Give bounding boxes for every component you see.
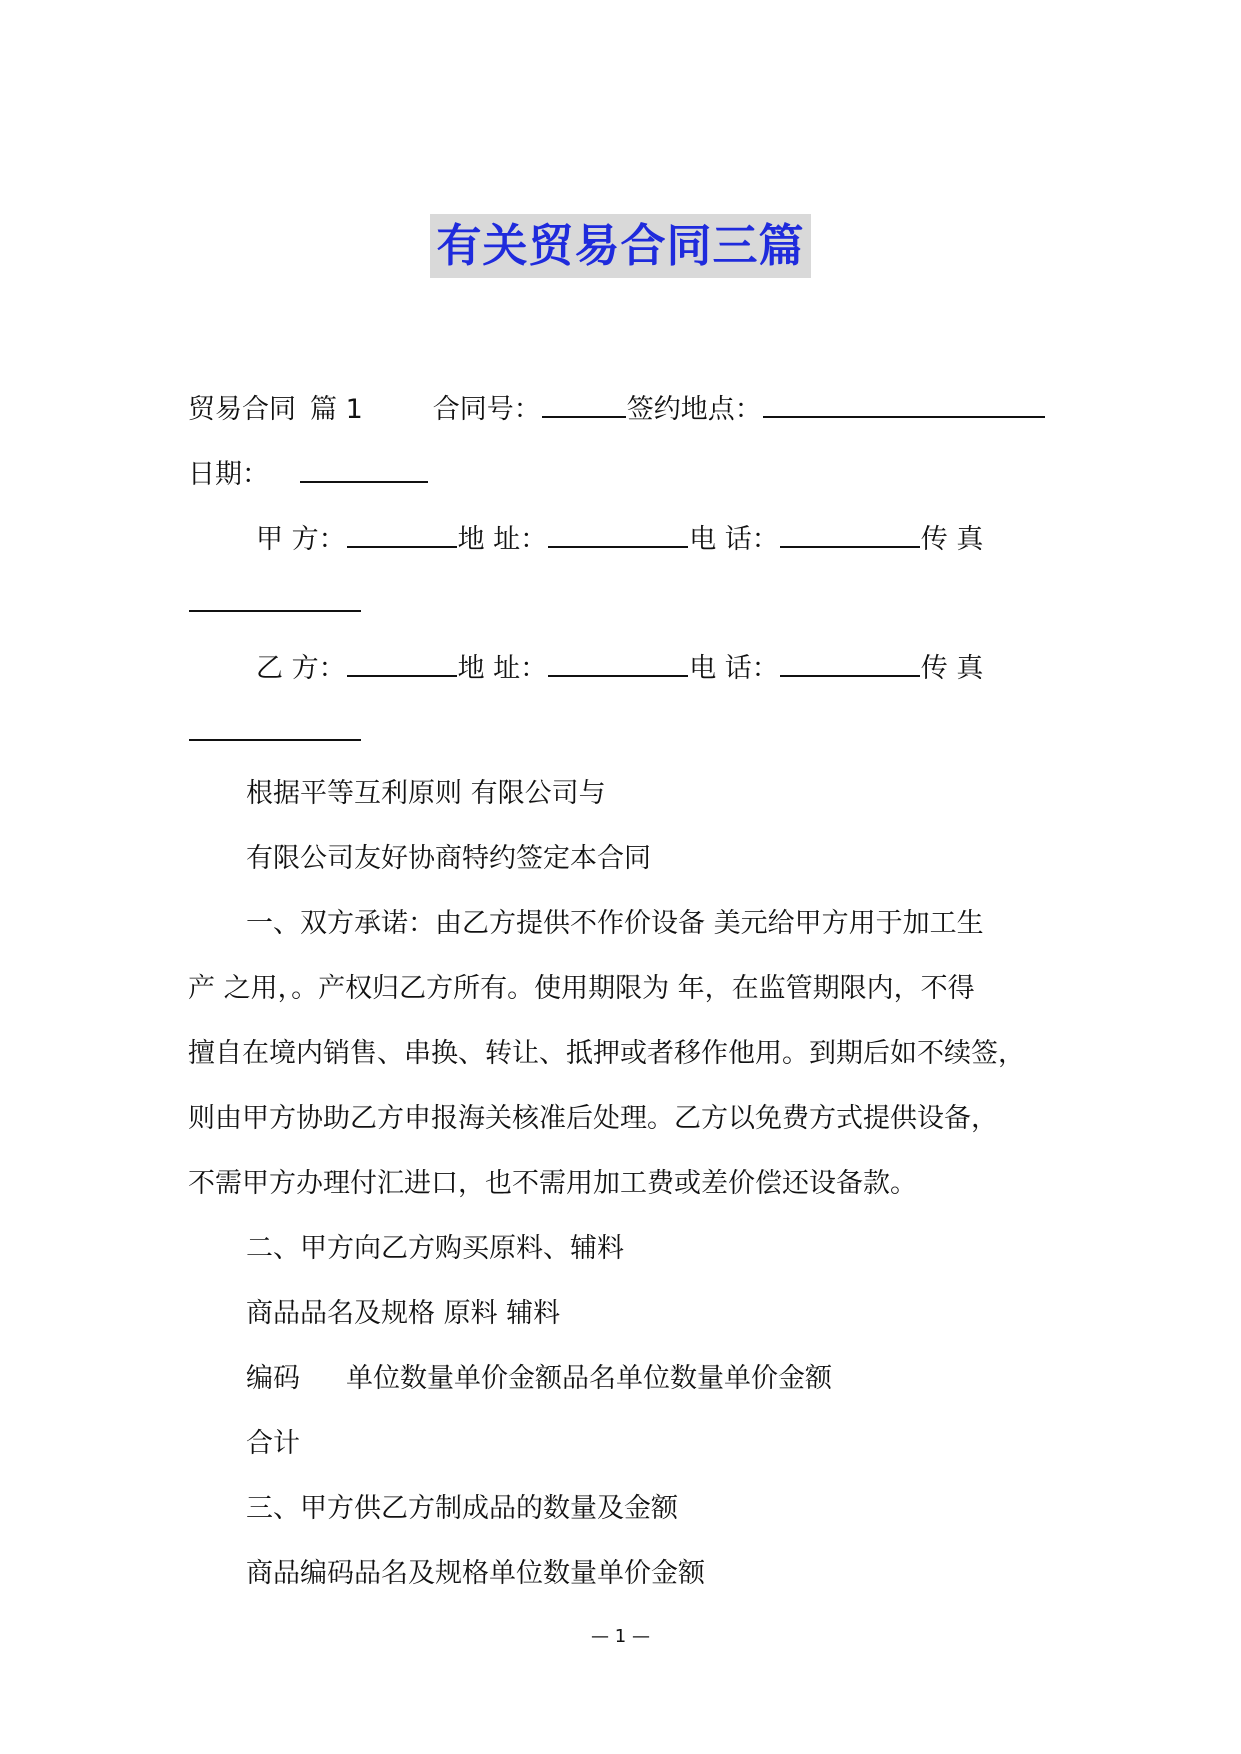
contract-no-label: 合同号： (432, 394, 541, 425)
party-a-fax-label: 传 真 (920, 524, 984, 555)
header-line (188, 386, 1046, 430)
party-a-phone-label: 电 话： (689, 524, 779, 555)
party-b-fax-label: 传 真 (920, 653, 984, 684)
party-b-fax-line (188, 709, 362, 753)
clause-3-heading: 三、甲方供乙方制成品的数量及金额 (246, 1493, 678, 1524)
body-line-1: 根据平等互利原则 有限公司与 (246, 778, 606, 809)
party-a-name-label: 甲 方： (256, 524, 346, 555)
party-b-fax-blank (189, 709, 361, 741)
party-b-line (256, 645, 983, 689)
party-a-fax-blank (189, 580, 361, 612)
party-a-name-blank (347, 516, 457, 548)
document-title: 有关贸易合同三篇 (430, 214, 810, 278)
party-b-name-blank (347, 645, 457, 677)
clause-2-total: 合计 (246, 1428, 300, 1459)
clause-1-line-1: 一、双方承诺：由乙方提供不作价设备 美元给甲方用于加工生 (246, 908, 984, 939)
clause-2-heading: 二、甲方向乙方购买原料、辅料 (246, 1233, 624, 1264)
clause-1-line-3: 擅自在境内销售、串换、转让、抵押或者移作他用。到期后如不续签， (188, 1038, 1025, 1069)
clause-2-table-header-2 (246, 1359, 832, 1399)
party-b-address-blank (548, 645, 688, 677)
clause-1-line-2: 产 之用，。产权归乙方所有。使用期限为 年，在监管期限内，不得 (188, 973, 975, 1004)
section-label: 贸易合同 (188, 394, 296, 425)
columns-label: 单位数量单价金额品名单位数量单价金额 (346, 1363, 832, 1394)
party-a-address-blank (548, 516, 688, 548)
sign-place-blank (763, 386, 1045, 418)
date-line (188, 451, 429, 495)
party-b-name-label: 乙 方： (256, 653, 346, 684)
party-b-address-label: 地 址： (457, 653, 548, 684)
code-label: 编码 (246, 1363, 300, 1394)
party-b-phone-label: 电 话： (689, 653, 779, 684)
party-b-phone-blank (780, 645, 920, 677)
clause-3-table-header: 商品编码品名及规格单位数量单价金额 (246, 1558, 705, 1589)
party-a-line (256, 516, 983, 560)
date-label: 日期： (188, 459, 269, 490)
clause-2-table-header-1: 商品品名及规格 原料 辅料 (246, 1298, 561, 1329)
party-a-address-label: 地 址： (457, 524, 548, 555)
clause-1-line-5: 不需甲方办理付汇进口，也不需用加工费或差价偿还设备款。 (188, 1168, 917, 1199)
page-number: — 1 — (591, 1626, 650, 1647)
part-label: 篇 1 (310, 394, 363, 425)
date-blank (300, 451, 428, 483)
party-a-fax-line (188, 580, 362, 624)
clause-1-line-4: 则由甲方协助乙方申报海关核准后处理。乙方以免费方式提供设备， (188, 1103, 998, 1134)
party-a-phone-blank (780, 516, 920, 548)
body-line-2: 有限公司友好协商特约签定本合同 (246, 843, 651, 874)
title-wrap (0, 214, 1241, 278)
contract-no-blank (542, 386, 626, 418)
sign-place-label: 签约地点： (626, 394, 762, 425)
